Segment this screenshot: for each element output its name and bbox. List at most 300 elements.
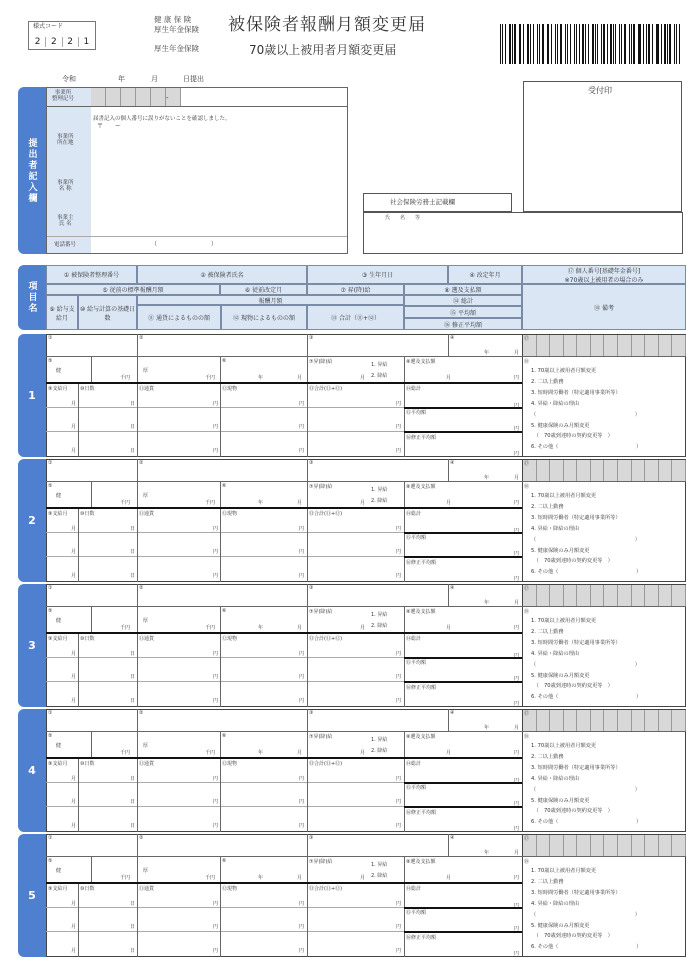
- remarks-option[interactable]: （ ）: [531, 411, 640, 418]
- total-yen-unit: 円: [396, 924, 402, 930]
- field-4-year: 年: [484, 475, 490, 481]
- field-8-label: ⑧遡及支払額: [406, 609, 436, 615]
- field-5-kenpo: 健: [56, 618, 62, 624]
- field-6-number: ⑥: [222, 608, 227, 614]
- field-7-label: ⑦昇(降)給: [309, 734, 333, 740]
- field-16-yen: 円: [514, 576, 520, 582]
- remarks-option[interactable]: 1. 70歳以上被用者月額変更: [531, 743, 597, 749]
- header-c17: ⑰ 個人番号[基礎年金番号] ※70歳以上被用者の場合のみ: [522, 265, 686, 284]
- remarks-options: [531, 866, 641, 953]
- field-3-number: ③: [309, 835, 314, 841]
- field-6-number: ⑥: [222, 358, 227, 364]
- header-c9: ⑨ 給与支給月: [46, 295, 78, 330]
- field-9-label: ⑨支給月: [48, 511, 68, 517]
- field-7-lower[interactable]: 2. 降給: [371, 748, 388, 754]
- field-1-number: ①: [48, 335, 53, 341]
- remarks-option[interactable]: 5. 健康保険のみ月額変更: [531, 672, 590, 679]
- kind-yen-unit: 円: [299, 799, 305, 805]
- header-c7: ⑦ 昇(降)給: [307, 284, 404, 295]
- total-yen-unit: 円: [396, 698, 402, 704]
- remarks-option[interactable]: （ 70歳到達時の契約変更等 ）: [531, 808, 613, 815]
- field-6-year: 年: [258, 625, 264, 631]
- salary-day-unit: 日: [130, 526, 136, 532]
- kind-yen-unit: 円: [299, 924, 305, 930]
- field-7-lower[interactable]: 2. 降給: [371, 623, 388, 629]
- field-8-yen: 円: [514, 375, 520, 381]
- field-14-label: ⑭総計: [406, 886, 422, 892]
- row-number-label: 3: [18, 584, 46, 707]
- personal-number-cells[interactable]: [523, 460, 686, 481]
- remarks-option[interactable]: 5. 健康保険のみ月額変更: [531, 922, 590, 929]
- total-yen-unit: 円: [396, 401, 402, 407]
- field-10-label: ⑩日数: [80, 636, 95, 642]
- field-7-raise[interactable]: 1. 昇給: [371, 487, 388, 493]
- remarks-options: [531, 741, 641, 828]
- currency-yen-unit: 円: [213, 573, 219, 579]
- field-5-kenpo-unit: 千円: [120, 500, 131, 506]
- form-code-digit: 2: [46, 37, 62, 47]
- field-5-kenpo-unit: 千円: [120, 625, 131, 631]
- remarks-option[interactable]: （ 70歳到達時の契約変更等 ）: [531, 683, 613, 690]
- field-5-kenpo-unit: 千円: [120, 875, 131, 881]
- row-number-label: 5: [18, 834, 46, 957]
- salary-day-unit: 日: [130, 549, 136, 555]
- field-5-kosei-unit: 千円: [205, 750, 216, 756]
- remarks-option[interactable]: 3. 短時間労働者（特定適用事業所等）: [531, 389, 621, 396]
- remarks-option[interactable]: （ 70歳到達時の契約変更等 ）: [531, 558, 613, 565]
- field-7-raise[interactable]: 1. 昇給: [371, 612, 388, 618]
- field-10-label: ⑩日数: [80, 761, 95, 767]
- date-month: 月: [151, 75, 158, 83]
- field-5-kosei-unit: 千円: [205, 625, 216, 631]
- sharoushi-name-label: 氏 名 等: [385, 215, 421, 221]
- remarks-option[interactable]: 6. その他（ ）: [531, 819, 642, 826]
- field-5-kosei: 厚: [143, 368, 149, 374]
- field-6-year: 年: [258, 750, 264, 756]
- remarks-option[interactable]: 6. その他（ ）: [531, 569, 642, 576]
- field-15-yen: 円: [514, 676, 520, 682]
- salary-day-unit: 日: [130, 698, 136, 704]
- postal-code-mark: 〒 ー: [97, 123, 122, 130]
- remarks-option[interactable]: 3. 短時間労働者（特定適用事業所等）: [531, 889, 621, 896]
- field-18-number: ⑱: [524, 859, 530, 865]
- remarks-option[interactable]: 4. 昇給・降給の理由: [531, 775, 580, 782]
- field-5-kenpo: 健: [56, 493, 62, 499]
- field-6-month: 月: [297, 375, 303, 381]
- field-10-label: ⑩日数: [80, 886, 95, 892]
- field-1-number: ①: [48, 585, 53, 591]
- field-8-yen: 円: [514, 500, 520, 506]
- currency-yen-unit: 円: [213, 651, 219, 657]
- salary-month-unit: 月: [71, 424, 77, 430]
- field-4-month: 月: [514, 600, 520, 606]
- remarks-option[interactable]: 2. 二以上勤務: [531, 753, 564, 760]
- field-17-number: ⑰: [524, 836, 530, 842]
- remarks-option[interactable]: 4. 昇給・降給の理由: [531, 525, 580, 532]
- field-15-yen: 円: [514, 801, 520, 807]
- form-subtitle: 70歳以上被用者月額変更届: [249, 43, 397, 57]
- field-6-month: 月: [297, 625, 303, 631]
- submitter-label-column: [47, 88, 91, 253]
- kind-yen-unit: 円: [299, 776, 305, 782]
- currency-yen-unit: 円: [213, 674, 219, 680]
- date-submit: 日提出: [183, 75, 204, 83]
- sharoushi-label: 社会保険労務士記載欄: [390, 198, 455, 206]
- total-yen-unit: 円: [396, 424, 402, 430]
- field-15-yen: 円: [514, 426, 520, 432]
- field-7-month: 月: [360, 500, 366, 506]
- remarks-option[interactable]: 1. 70歳以上被用者月額変更: [531, 618, 597, 624]
- currency-yen-unit: 円: [213, 948, 219, 954]
- field-2-number: ②: [139, 835, 144, 841]
- field-15-label: ⑮平均額: [406, 785, 427, 791]
- field-11-label: ⑪通貨: [139, 761, 155, 767]
- field-2-number: ②: [139, 710, 144, 716]
- personal-number-cells[interactable]: [523, 335, 686, 356]
- field-6-year: 年: [258, 500, 264, 506]
- field-6-year: 年: [258, 375, 264, 381]
- header-c14: ⑭ 総計: [404, 295, 522, 306]
- field-12-label: ⑫現物: [222, 511, 238, 517]
- salary-month-unit: 月: [71, 924, 77, 930]
- field-9-label: ⑨支給月: [48, 761, 68, 767]
- currency-yen-unit: 円: [213, 424, 219, 430]
- salary-month-unit: 月: [71, 573, 77, 579]
- field-9-label: ⑨支給月: [48, 386, 68, 392]
- field-11-label: ⑪通貨: [139, 386, 155, 392]
- field-5-kenpo-unit: 千円: [120, 375, 131, 381]
- field-15-label: ⑮平均額: [406, 410, 427, 416]
- owner-name-label: 事業主 氏 名: [57, 215, 74, 228]
- field-7-lower[interactable]: 2. 降給: [371, 873, 388, 879]
- remarks-option[interactable]: 3. 短時間労働者（特定適用事業所等）: [531, 764, 621, 771]
- salary-month-unit: 月: [71, 776, 77, 782]
- header-c11: ⑪ 通貨によるものの額: [137, 305, 221, 330]
- confirm-text: 届書記入の個人番号に誤りがないことを確認しました。: [93, 116, 231, 122]
- currency-yen-unit: 円: [213, 448, 219, 454]
- field-12-label: ⑫現物: [222, 386, 238, 392]
- header-c6: ⑥ 従前改定月: [220, 284, 307, 295]
- field-14-yen: 円: [514, 528, 520, 534]
- salary-month-unit: 月: [71, 448, 77, 454]
- row-number-label: 1: [18, 334, 46, 457]
- phone-label: 電話番号: [54, 242, 77, 248]
- remarks-option[interactable]: 1. 70歳以上被用者月額変更: [531, 868, 597, 874]
- salary-day-unit: 日: [130, 948, 136, 954]
- remarks-option[interactable]: 3. 短時間労働者（特定適用事業所等）: [531, 514, 621, 521]
- field-7-raise[interactable]: 1. 昇給: [371, 862, 388, 868]
- field-3-number: ③: [309, 460, 314, 466]
- header-salary: 報酬月額: [137, 295, 404, 305]
- remarks-option[interactable]: （ ）: [531, 536, 640, 543]
- field-16-label: ⑯修正平均額: [406, 935, 437, 941]
- remarks-option[interactable]: 5. 健康保険のみ月額変更: [531, 547, 590, 554]
- salary-day-unit: 日: [130, 776, 136, 782]
- field-7-month: 月: [360, 875, 366, 881]
- remarks-options: [531, 366, 641, 453]
- kind-yen-unit: 円: [299, 901, 305, 907]
- field-8-yen: 円: [514, 750, 520, 756]
- field-5-number: ⑤: [48, 858, 53, 864]
- field-16-label: ⑯修正平均額: [406, 435, 437, 441]
- field-5-number: ⑤: [48, 358, 53, 364]
- remarks-option[interactable]: 1. 70歳以上被用者月額変更: [531, 368, 597, 374]
- remarks-options: [531, 616, 641, 703]
- field-18-number: ⑱: [524, 609, 530, 615]
- field-5-kenpo: 健: [56, 743, 62, 749]
- field-10-label: ⑩日数: [80, 386, 95, 392]
- kind-yen-unit: 円: [299, 448, 305, 454]
- field-14-yen: 円: [514, 903, 520, 909]
- field-6-month: 月: [297, 750, 303, 756]
- row-number-label: 4: [18, 709, 46, 832]
- field-7-raise[interactable]: 1. 昇給: [371, 737, 388, 743]
- salary-day-unit: 日: [130, 448, 136, 454]
- field-15-label: ⑮平均額: [406, 910, 427, 916]
- currency-yen-unit: 円: [213, 526, 219, 532]
- phone-parens: （ ）: [151, 241, 218, 248]
- total-yen-unit: 円: [396, 674, 402, 680]
- form-code-digit: 1: [83, 37, 90, 47]
- currency-yen-unit: 円: [213, 698, 219, 704]
- form-code-digits: [30, 37, 94, 47]
- field-7-month: 月: [360, 625, 366, 631]
- field-11-label: ⑪通貨: [139, 511, 155, 517]
- field-13-label: ⑬合計(⑪+⑫): [309, 886, 343, 892]
- field-3-number: ③: [309, 585, 314, 591]
- submitter-frame: [46, 87, 348, 254]
- field-4-month: 月: [514, 475, 520, 481]
- field-17-number: ⑰: [524, 586, 530, 592]
- field-1-number: ①: [48, 835, 53, 841]
- salary-month-unit: 月: [71, 549, 77, 555]
- field-8-yen: 円: [514, 625, 520, 631]
- remarks-option[interactable]: （ ）: [531, 786, 640, 793]
- field-9-label: ⑨支給月: [48, 636, 68, 642]
- field-12-label: ⑫現物: [222, 636, 238, 642]
- field-18-number: ⑱: [524, 484, 530, 490]
- field-14-yen: 円: [514, 778, 520, 784]
- total-yen-unit: 円: [396, 448, 402, 454]
- salary-day-unit: 日: [130, 651, 136, 657]
- salary-day-unit: 日: [130, 799, 136, 805]
- remarks-option[interactable]: 4. 昇給・降給の理由: [531, 650, 580, 657]
- field-8-month: 月: [446, 375, 452, 381]
- personal-number-cells[interactable]: [523, 835, 686, 856]
- field-15-label: ⑮平均額: [406, 535, 427, 541]
- field-5-kosei: 厚: [143, 618, 149, 624]
- field-6-month: 月: [297, 500, 303, 506]
- field-16-yen: 円: [514, 701, 520, 707]
- currency-yen-unit: 円: [213, 799, 219, 805]
- receipt-stamp-label: 受付印: [588, 86, 612, 95]
- remarks-option[interactable]: 5. 健康保険のみ月額変更: [531, 422, 590, 429]
- field-13-label: ⑬合計(⑪+⑫): [309, 511, 343, 517]
- insurer-pension: 厚生年金保険: [154, 25, 199, 34]
- remarks-option[interactable]: 6. その他（ ）: [531, 944, 642, 951]
- field-14-yen: 円: [514, 403, 520, 409]
- field-14-yen: 円: [514, 653, 520, 659]
- column-header-side-label: 項目名: [18, 265, 46, 330]
- field-11-label: ⑪通貨: [139, 886, 155, 892]
- kind-yen-unit: 円: [299, 674, 305, 680]
- remarks-option[interactable]: 6. その他（ ）: [531, 444, 642, 451]
- office-code-label: 事業所 整理記号: [52, 90, 75, 103]
- kind-yen-unit: 円: [299, 823, 305, 829]
- field-4-year: 年: [484, 350, 490, 356]
- salary-day-unit: 日: [130, 573, 136, 579]
- field-5-number: ⑤: [48, 608, 53, 614]
- form-code-digit: 2: [30, 37, 46, 47]
- submitter-side-label: 提出者記入欄: [18, 87, 46, 254]
- remarks-option[interactable]: 5. 健康保険のみ月額変更: [531, 797, 590, 804]
- field-16-yen: 円: [514, 951, 520, 957]
- field-8-month: 月: [446, 750, 452, 756]
- field-5-kosei-unit: 千円: [205, 500, 216, 506]
- field-4-number: ④: [450, 835, 455, 841]
- field-4-number: ④: [450, 460, 455, 466]
- remarks-option[interactable]: 2. 二以上勤務: [531, 378, 564, 385]
- field-8-label: ⑧遡及支払額: [406, 359, 436, 365]
- remarks-option[interactable]: （ 70歳到達時の契約変更等 ）: [531, 433, 613, 440]
- field-6-year: 年: [258, 875, 264, 881]
- salary-month-unit: 月: [71, 799, 77, 805]
- header-c1: ① 被保険者整理番号: [46, 265, 137, 284]
- header-c18: ⑱ 備考: [522, 284, 686, 330]
- salary-day-unit: 日: [130, 401, 136, 407]
- remarks-option[interactable]: 2. 二以上勤務: [531, 878, 564, 885]
- salary-month-unit: 月: [71, 651, 77, 657]
- field-2-number: ②: [139, 585, 144, 591]
- remarks-option[interactable]: （ 70歳到達時の契約変更等 ）: [531, 933, 613, 940]
- currency-yen-unit: 円: [213, 901, 219, 907]
- field-8-month: 月: [446, 500, 452, 506]
- currency-yen-unit: 円: [213, 823, 219, 829]
- field-5-kenpo-unit: 千円: [120, 750, 131, 756]
- field-1-number: ①: [48, 460, 53, 466]
- total-yen-unit: 円: [396, 573, 402, 579]
- header-c4: ④ 改定年月: [448, 265, 522, 284]
- field-12-label: ⑫現物: [222, 886, 238, 892]
- field-6-number: ⑥: [222, 483, 227, 489]
- remarks-option[interactable]: （ ）: [531, 911, 640, 918]
- field-7-lower[interactable]: 2. 降給: [371, 373, 388, 379]
- field-7-lower[interactable]: 2. 降給: [371, 498, 388, 504]
- insurer-health: 健 康 保 険: [154, 15, 192, 24]
- date-era: 令和: [62, 75, 76, 83]
- row-number-label: 2: [18, 459, 46, 582]
- total-yen-unit: 円: [396, 651, 402, 657]
- field-6-month: 月: [297, 875, 303, 881]
- total-yen-unit: 円: [396, 526, 402, 532]
- header-c10: ⑩ 給与計算の基礎日数: [78, 295, 137, 330]
- remarks-option[interactable]: 1. 70歳以上被用者月額変更: [531, 493, 597, 499]
- field-13-label: ⑬合計(⑪+⑫): [309, 386, 343, 392]
- field-7-label: ⑦昇(降)給: [309, 359, 333, 365]
- receipt-stamp-box: [523, 81, 682, 212]
- total-yen-unit: 円: [396, 901, 402, 907]
- total-yen-unit: 円: [396, 776, 402, 782]
- field-7-month: 月: [360, 375, 366, 381]
- header-c13: ⑬ 合計（⑪+⑫）: [307, 305, 404, 330]
- insurer-pension-2: 厚生年金保険: [154, 44, 199, 53]
- field-10-label: ⑩日数: [80, 511, 95, 517]
- salary-day-unit: 日: [130, 901, 136, 907]
- header-c3: ③ 生年月日: [307, 265, 448, 284]
- field-18-number: ⑱: [524, 359, 530, 365]
- office-code-dash: -: [166, 94, 169, 102]
- field-3-number: ③: [309, 335, 314, 341]
- header-c2: ② 被保険者氏名: [137, 265, 307, 284]
- field-5-kosei: 厚: [143, 868, 149, 874]
- field-6-number: ⑥: [222, 733, 227, 739]
- remarks-option[interactable]: 2. 二以上勤務: [531, 503, 564, 510]
- field-7-raise[interactable]: 1. 昇給: [371, 362, 388, 368]
- field-5-kosei-unit: 千円: [205, 875, 216, 881]
- field-16-yen: 円: [514, 451, 520, 457]
- field-5-number: ⑤: [48, 733, 53, 739]
- kind-yen-unit: 円: [299, 948, 305, 954]
- form-code-label: 様式コード: [33, 23, 64, 30]
- kind-yen-unit: 円: [299, 424, 305, 430]
- field-1-number: ①: [48, 710, 53, 716]
- total-yen-unit: 円: [396, 948, 402, 954]
- field-13-label: ⑬合計(⑪+⑫): [309, 636, 343, 642]
- field-7-label: ⑦昇(降)給: [309, 484, 333, 490]
- salary-month-unit: 月: [71, 401, 77, 407]
- remarks-option[interactable]: 3. 短時間労働者（特定適用事業所等）: [531, 639, 621, 646]
- total-yen-unit: 円: [396, 823, 402, 829]
- field-5-number: ⑤: [48, 483, 53, 489]
- field-14-label: ⑭総計: [406, 511, 422, 517]
- remarks-options: [531, 491, 641, 578]
- field-8-label: ⑧遡及支払額: [406, 484, 436, 490]
- field-5-kosei: 厚: [143, 493, 149, 499]
- kind-yen-unit: 円: [299, 549, 305, 555]
- field-5-kosei: 厚: [143, 743, 149, 749]
- currency-yen-unit: 円: [213, 924, 219, 930]
- remarks-option[interactable]: 2. 二以上勤務: [531, 628, 564, 635]
- personal-number-cells[interactable]: [523, 585, 686, 606]
- remarks-option[interactable]: 4. 昇給・降給の理由: [531, 400, 580, 407]
- remarks-option[interactable]: （ ）: [531, 661, 640, 668]
- total-yen-unit: 円: [396, 549, 402, 555]
- salary-day-unit: 日: [130, 674, 136, 680]
- field-9-label: ⑨支給月: [48, 886, 68, 892]
- date-year: 年: [118, 75, 125, 83]
- field-4-number: ④: [450, 585, 455, 591]
- remarks-option[interactable]: 6. その他（ ）: [531, 694, 642, 701]
- field-2-number: ②: [139, 335, 144, 341]
- salary-day-unit: 日: [130, 424, 136, 430]
- field-17-number: ⑰: [524, 711, 530, 717]
- field-5-kosei-unit: 千円: [205, 375, 216, 381]
- currency-yen-unit: 円: [213, 549, 219, 555]
- field-14-label: ⑭総計: [406, 636, 422, 642]
- remarks-option[interactable]: 4. 昇給・降給の理由: [531, 900, 580, 907]
- kind-yen-unit: 円: [299, 651, 305, 657]
- currency-yen-unit: 円: [213, 401, 219, 407]
- field-15-yen: 円: [514, 926, 520, 932]
- office-code-cells[interactable]: [91, 88, 181, 106]
- field-3-number: ③: [309, 710, 314, 716]
- personal-number-cells[interactable]: [523, 710, 686, 731]
- kind-yen-unit: 円: [299, 698, 305, 704]
- salary-month-unit: 月: [71, 526, 77, 532]
- field-4-month: 月: [514, 725, 520, 731]
- field-17-number: ⑰: [524, 336, 530, 342]
- field-8-month: 月: [446, 625, 452, 631]
